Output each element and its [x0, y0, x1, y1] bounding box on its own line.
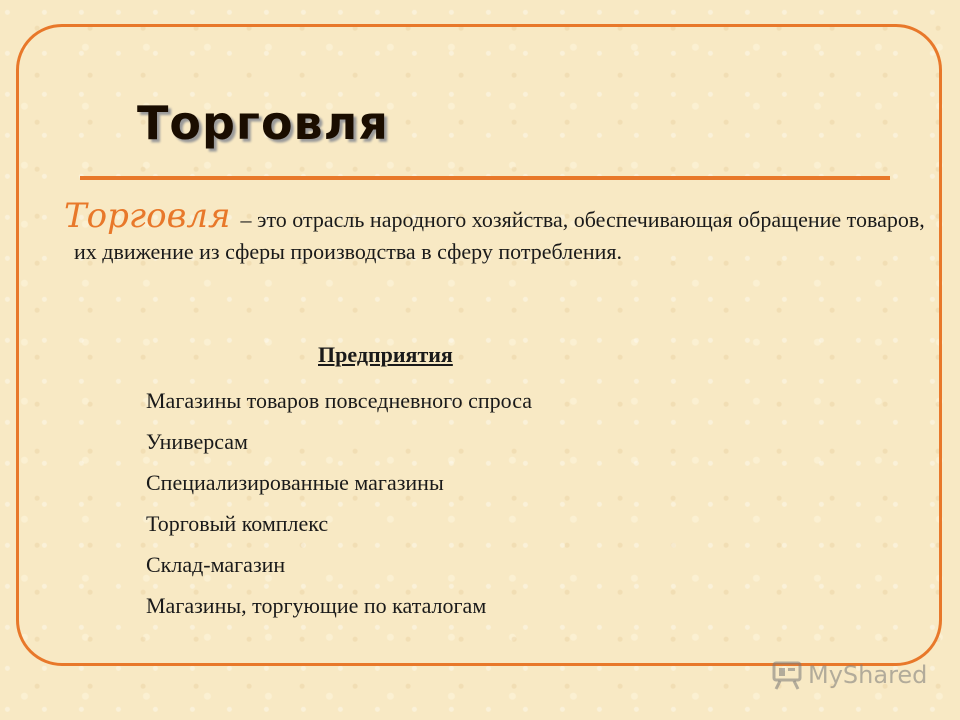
definition-paragraph — [64, 196, 934, 268]
list-item: Специализированные магазины — [146, 470, 444, 495]
definition-text: – это отрасль народного хозяйства, обеспечивающая обращение товаров, их движение из сферы производства в сферу потребления. — [74, 207, 925, 264]
watermark-text: MyShared — [808, 661, 928, 689]
presentation-board-icon — [770, 660, 804, 690]
enterprise-list — [146, 380, 532, 626]
list-item: Магазины, торгующие по каталогам — [146, 593, 487, 618]
slide-title: Торговля — [137, 96, 389, 150]
enterprises-heading: Предприятия — [318, 342, 453, 367]
watermark — [770, 658, 927, 692]
definition-term: Торговля — [64, 196, 231, 236]
list-item: Магазины товаров повседневного спроса — [146, 388, 532, 413]
list-item: Склад-магазин — [146, 552, 286, 577]
title-underline — [80, 176, 890, 180]
list-item: Универсам — [146, 429, 248, 454]
list-item: Торговый комплекс — [146, 511, 329, 536]
